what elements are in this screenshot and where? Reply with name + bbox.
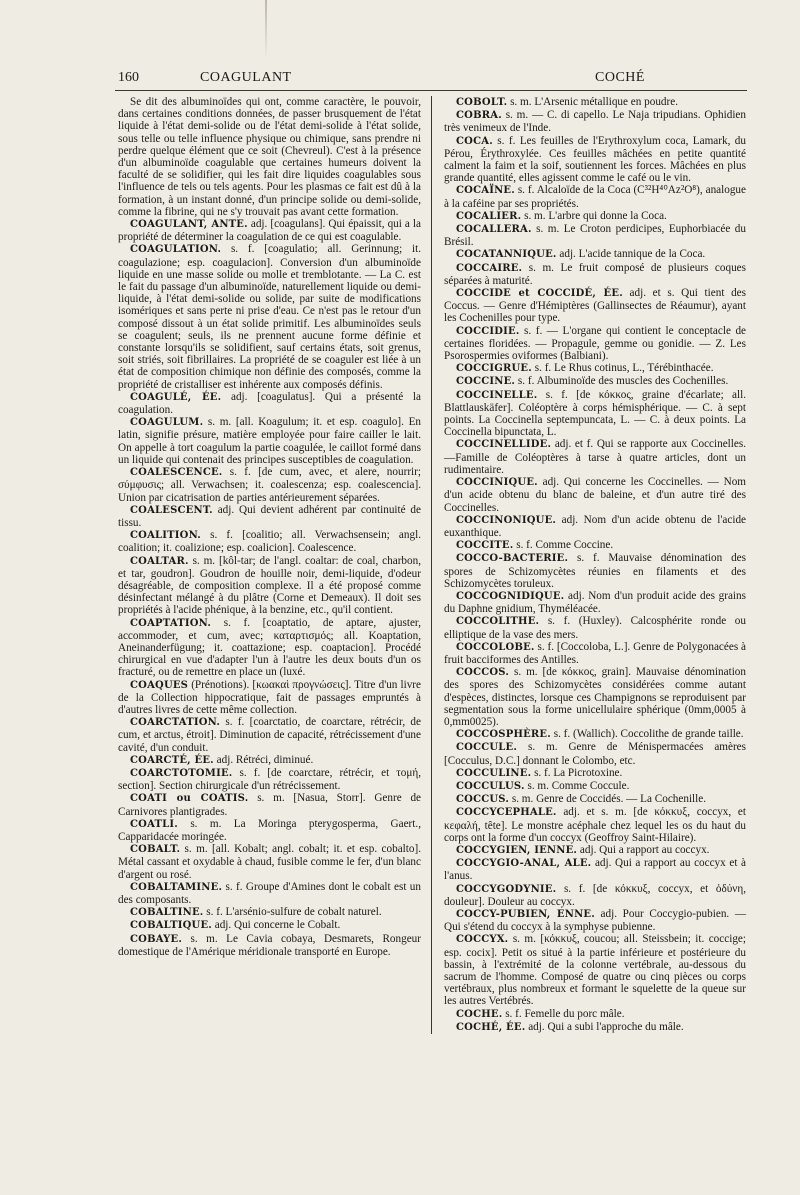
entry-headword: COCCOS.	[456, 667, 510, 679]
entry-definition: s. m. [all. Koagulum; it. et esp. coagulo]. En latin, signifie présure, matière employée pour faire cailler le lait. On appelle à tort coagulum la partie coagulée, le caillot formé dans un liquide qui contenait des principes susceptibles de coagulation.	[118, 416, 421, 466]
entry-headword: COBALTINE.	[130, 907, 204, 919]
entry-headword: COATI ou COATIS.	[130, 793, 249, 805]
dictionary-entry	[444, 806, 746, 844]
entry-definition: s. m. — C. di capello. Le Naja tripudians. Ophidien très venimeux de l'Inde.	[444, 109, 746, 135]
column-divider	[431, 96, 432, 1034]
dictionary-entry	[118, 391, 421, 416]
dictionary-entry	[444, 375, 746, 388]
entry-headword: COAQUES	[130, 679, 189, 691]
entry-headword: COAGULÉ, ÉE.	[130, 391, 222, 403]
binding-shadow	[265, 0, 267, 60]
entry-definition: s. f. [Coccoloba, L.]. Genre de Polygonacées à fruit bacciformes des Antilles.	[444, 640, 746, 666]
dictionary-entry	[444, 780, 746, 793]
dictionary-entry	[118, 218, 421, 243]
entry-headword: COBALT.	[130, 844, 181, 856]
entry-definition: adj. Qui concerne le Cobalt.	[211, 919, 341, 932]
entry-headword: COCCYGIEN, IENNE.	[456, 844, 578, 856]
entry-definition: s. m. [Nasua, Storr]. Genre de Carnivores plantigrades.	[118, 792, 422, 818]
right-column	[444, 96, 746, 1034]
dictionary-entry	[118, 906, 421, 919]
entry-headword: COBRA.	[456, 110, 502, 122]
entry-definition: adj. Nom d'un acide obtenu de l'acide euxanthique.	[444, 513, 746, 539]
dictionary-entry	[118, 792, 421, 817]
entry-definition: s. f. [coagulatio; all. Gerinnung; it. coagulazione; esp. coagulacion]. Conversion d'un albuminoïde liquide en une masse solide ou molle et tremblotante. — La C. est le fait du passage d'un albuminoïde, naturellement liquide ou demi-liquide, à l'état demi-solide ou solide, par suite de modifications isomériques et sans perte ni prise d'eau. Ce n'est pas le retour d'un composé dissout à un état solide primitif. Les albuminoïdes seuls se coagulent; seuls, ils ne prennent aucune forme définie et constante lorsqu'ils se solidifient, sauf certains états, soit grenus, soit striés, soit fibrillaires. La propriété de se coaguler est liée à un état de composition chimique non définie des composés, comme la propriété de cristalliser est inhérente aux composés définis.	[118, 243, 421, 391]
entry-definition: s. m. Genre de Ménispermacées amères [Cocculus, D.C.] donnant le Colombo, etc.	[444, 741, 746, 767]
entry-definition: s. m. Comme Coccule.	[524, 779, 630, 792]
entry-definition: s. f. Albuminoïde des muscles des Cochenilles.	[515, 375, 729, 388]
dictionary-entry	[444, 184, 746, 209]
entry-headword: COCCINE.	[456, 376, 516, 388]
dictionary-entry	[118, 466, 421, 504]
entry-definition: s. f. Groupe d'Amines dont le cobalt est un des composants.	[118, 880, 421, 906]
entry-headword: COCCYGODYNIE.	[456, 883, 557, 895]
entry-definition: s. m. Le Croton perdicipes, Euphorbiacée du Brésil.	[444, 223, 746, 249]
entry-headword: COCAÏNE.	[456, 185, 515, 197]
dictionary-entry	[118, 416, 421, 466]
entry-headword: COCHÉ, ÉE.	[456, 1021, 526, 1033]
entry-definition: adj. Pour Coccygio-pubien. — Qui s'étend du coccyx à la symphyse pubienne.	[444, 908, 747, 934]
entry-definition: adj. L'acide tannique de la Coca.	[556, 248, 706, 261]
entry-headword: COCCYX.	[456, 934, 509, 946]
entry-headword: COCCULUS.	[456, 780, 525, 792]
entry-definition: s. f. Le Rhus cotinus, L., Térébinthacée.	[531, 362, 714, 375]
entry-headword: COAGULUM.	[130, 417, 204, 429]
entry-headword: COCCUS.	[456, 794, 510, 806]
entry-headword: COCCYGIO-ANAL, ALE.	[456, 858, 592, 870]
entry-headword: COCCIDIE.	[456, 325, 520, 337]
dictionary-entry	[444, 210, 746, 223]
dictionary-entry	[444, 389, 746, 439]
entry-definition: Se dit des albuminoïdes qui ont, comme caractère, le pouvoir, dans certaines conditions données, de passer brusquement de l'état liquide à l'état demi-solide ou de l'état demi-solide à l'état solide, sous telle ou telle influence physique ou chimique, sans prendre ni perdre quelque élément que ce soit (Chevreul). C'est à la présence d'un albuminoïde coagulable que certaines humeurs doivent la faculté de se solidifier, qui les fait dire liquides coagulables sous l'influence de tels ou tels agents. Pour les plasmas ce fait est dû à la formation, à un instant donné, d'un principe solide ou demi-solide, comme la fibrine, qui ne s'y trouvait pas avant cette formation.	[118, 96, 421, 218]
entry-definition: s. f. L'arsénio-sulfure de cobalt naturel.	[203, 906, 382, 919]
dictionary-entry	[118, 555, 421, 617]
entry-headword: COARCTÉ, ÉE.	[130, 754, 214, 766]
entry-definition: adj. et s. Qui tient des Coccus. — Genre d'Hémiptères (Gallinsectes de Réaumur), ayant les Cochenilles pour type.	[444, 287, 746, 325]
entry-headword: COCCINIQUE.	[456, 477, 538, 489]
entry-definition: s. f. La Picrotoxine.	[531, 766, 623, 779]
dictionary-entry	[444, 362, 746, 375]
entry-definition: s. f. Mauvaise dénomination des spores de Schizomycètes réunies en filaments et des Schizomycètes toruleux.	[444, 552, 746, 590]
dictionary-entry	[118, 919, 421, 932]
entry-headword: COCALLERA.	[456, 224, 532, 236]
entry-headword: COCCAIRE.	[456, 262, 523, 274]
entry-definition: adj. Qui concerne les Coccinelles. — Nom d'un acide obtenu du blanc de baleine, et d'un autre tiré des Coccinelles.	[444, 476, 746, 514]
entry-headword: COCCO-BACTERIE.	[456, 553, 569, 565]
dictionary-entry	[444, 248, 746, 261]
dictionary-entry	[118, 881, 421, 906]
entry-definition: s. m. [kôl-tar; de l'angl. coaltar: de coal, charbon, et tar, goudron]. Goudron de houille noir, demi-liquide, d'odeur désagréable, de composition complexe. Il a été proposé comme désinfectant mélangé à du plâtre (Corne et Demeaux). Il doit ses propriétés à l'acide phénique, à la benzine, etc., qu'il contient.	[118, 554, 421, 617]
entry-headword: COALESCENT.	[130, 504, 213, 516]
entry-definition: s. f. — L'organe qui contient le conceptacle de certaines floridées. — Propagule, gemme ou gonidie. — Z. Les Psorospermies oviformes (Balbiani).	[444, 324, 746, 363]
entry-headword: COCCINELLIDE.	[456, 439, 552, 451]
dictionary-entry	[444, 666, 746, 728]
entry-definition: s. f. Comme Coccine.	[513, 539, 614, 552]
entry-headword: COAGULANT, ANTE.	[130, 219, 248, 231]
entry-definition: s. m. [κόκκυξ, coucou; all. Steissbein; it. coccige; esp. cocix]. Petit os situé à la partie inférieure et postérieure du bassin, à l'extrémité de la colonne vertébrale, au-dessous du sacrum de l'homme. Composé de quatre ou cinq pièces ou corps vertébraux, plus nombreux et formant le squelette de la queue sur les autres Vertébrés.	[444, 933, 746, 1008]
dictionary-entry	[444, 767, 746, 780]
entry-headword: COCCIGRUE.	[456, 363, 532, 375]
dictionary-entry	[444, 223, 746, 248]
entry-headword: COBALTIQUE.	[130, 920, 212, 932]
entry-definition: s. m. Le fruit composé de plusieurs coques séparées à maturité.	[444, 261, 746, 287]
dictionary-entry	[444, 857, 746, 882]
entry-headword: COCCOGNIDIQUE.	[456, 590, 565, 602]
entry-definition: adj. Nom d'un produit acide des grains du Daphne gnidium, Thyméléacée.	[444, 589, 746, 616]
entry-definition: adj. et s. m. [de κόκκυξ, coccyx, et κεφαλή, tête]. Le monstre acéphale chez lequel les os du haut du corps ont la forme d'un coccyx (Geoffroy Saint-Hilaire).	[444, 806, 746, 844]
entry-headword: COCCITE.	[456, 540, 514, 552]
entry-definition: s. f. [de cum, avec, et alere, nourrir; σύμφυσις; all. Verwachsen; it. coalescenza; esp. coalescencia]. Union par cicatrisation de parties antérieurement séparées.	[118, 466, 421, 504]
dictionary-entry	[118, 679, 421, 717]
dictionary-entry	[444, 514, 746, 539]
dictionary-entry	[118, 818, 421, 843]
dictionary-entry	[444, 933, 746, 1007]
dictionary-entry	[118, 843, 421, 881]
entry-definition: s. m. L'arbre qui donne la Coca.	[521, 209, 667, 222]
entry-headword: COCCY-PUBIEN, ENNE.	[456, 909, 595, 920]
entry-definition: s. f. [coalitio; all. Verwachsensein; angl. coalition; it. coalizione; esp. coalicion]. Coalescence.	[118, 529, 421, 555]
dictionary-entry	[444, 325, 746, 363]
dictionary-entry	[444, 615, 746, 640]
entry-definition: s. f. Les feuilles de l'Erythroxylum coca, Lamark, du Pérou, Érythroxylée. Ces feuilles mâchées en petite quantité calment la faim et la soif, soutiennent les forces. Mâchées en plus grande quantité, elles agissent comme le café ou le vin.	[444, 134, 746, 185]
entry-definition: s. f. (Huxley). Calcosphérite ronde ou elliptique de la vase des mers.	[444, 615, 746, 641]
entry-headword: COCCOLITHE.	[456, 616, 540, 628]
entry-headword: COARCTOTOMIE.	[130, 767, 233, 779]
entry-headword: COALITION.	[130, 530, 201, 542]
entry-definition: s. m. Le Cavia cobaya, Desmarets, Rongeur domestique de l'Amérique méridionale transporté en Europe.	[118, 932, 421, 958]
entry-definition: (Prénotions). [κωακαὶ προγνώσεις]. Titre d'un livre de la Collection hippocratique, fait de passages empruntés à d'autres livres de cette même collection.	[118, 678, 421, 716]
dictionary-entry	[444, 96, 746, 109]
entry-definition: adj. [coagulans]. Qui épaissit, qui a la propriété de déterminer la coagulation de ce qui est coagulable.	[118, 218, 421, 244]
dictionary-entry	[118, 504, 421, 529]
entry-headword: COCCOLOBE.	[456, 641, 535, 653]
entry-headword: COCA.	[456, 135, 493, 147]
entry-headword: COBOLT.	[456, 97, 508, 108]
left-column	[118, 96, 421, 958]
dictionary-entry	[444, 438, 746, 476]
entry-definition: s. m. [de κόκκος, grain]. Mauvaise dénomination des spores des Schizomycètes considérées comme autant d'espèces, distinctes, lorsque ces Champignons se reproduisent par segmentation sous la forme unicellulaire sphérique (0mm,0005 à 0,mm0025).	[444, 666, 746, 728]
entry-definition: s. m. Genre de Coccidés. — La Cochenille.	[509, 793, 707, 806]
dictionary-entry	[444, 590, 746, 615]
dictionary-entry	[118, 529, 421, 554]
entry-definition: adj. et f. Qui se rapporte aux Coccinelles. —Famille de Coléoptères à tarse à quatre articles, dont un rudimentaire.	[444, 438, 746, 476]
dictionary-entry	[444, 552, 746, 590]
entry-headword: COCHE.	[456, 1008, 503, 1020]
dictionary-entry	[118, 716, 421, 754]
dictionary-entry	[444, 539, 746, 552]
dictionary-entry	[118, 243, 421, 390]
dictionary-entry	[118, 96, 421, 218]
entry-headword: COBAYE.	[130, 933, 183, 945]
entry-headword: COAGULATION.	[130, 244, 222, 256]
entry-headword: COCCINONIQUE.	[456, 514, 557, 526]
entry-headword: COCCULE.	[456, 742, 518, 754]
entry-definition: adj. Qui devient adhérent par continuité de tissu.	[118, 503, 421, 529]
dictionary-entry	[444, 641, 746, 666]
entry-headword: COARCTATION.	[130, 717, 221, 729]
dictionary-entry	[444, 883, 746, 908]
entry-headword: COATLI.	[130, 818, 178, 830]
header-rule	[115, 90, 747, 91]
entry-definition: adj. Qui a rapport au coccyx.	[577, 843, 710, 856]
left-running-head: COAGULANT	[200, 70, 292, 85]
entry-definition: adj. Qui a subi l'approche du mâle.	[525, 1020, 684, 1033]
entry-definition: s. m. L'Arsenic métallique en poudre.	[507, 96, 678, 108]
entry-headword: COALESCENCE.	[130, 467, 223, 479]
dictionary-entry	[444, 728, 746, 741]
entry-definition: s. f. [de coarctare, rétrécir, et τομή, section]. Section chirurgicale d'un rétrécissement.	[118, 766, 421, 793]
entry-definition: adj. [coagulatus]. Qui a présenté la coagulation.	[118, 390, 421, 417]
entry-headword: COAPTATION.	[130, 617, 212, 629]
entry-definition: s. f. Alcaloïde de la Coca (C³²H⁴⁰Az²O⁸), analogue à la caféine par ses propriétés.	[444, 184, 746, 210]
dictionary-entry	[444, 741, 746, 766]
entry-headword: COCCINELLE.	[456, 389, 538, 401]
entry-definition: s. f. [de κόκκυξ, coccyx, et ὀδύνη, douleur]. Douleur au coccyx.	[444, 882, 746, 908]
dictionary-entry	[444, 287, 746, 325]
page-number: 160	[118, 70, 139, 85]
dictionary-entry	[444, 908, 746, 933]
dictionary-entry	[444, 476, 746, 514]
entry-headword: COCCULINE.	[456, 767, 532, 779]
entry-headword: COCCIDE et COCCIDÉ, ÉE.	[456, 288, 623, 300]
entry-headword: COALTAR.	[130, 555, 189, 567]
dictionary-entry	[118, 617, 421, 679]
entry-definition: adj. Qui a rapport au coccyx et à l'anus.	[444, 857, 746, 883]
entry-headword: COCATANNIQUE.	[456, 249, 557, 261]
dictionary-entry	[444, 135, 746, 185]
dictionary-entry	[444, 793, 746, 806]
dictionary-entry	[118, 933, 421, 958]
dictionary-entry	[444, 1008, 746, 1021]
entry-definition: s. f. Femelle du porc mâle.	[502, 1007, 625, 1020]
entry-definition: adj. Rétréci, diminué.	[213, 753, 314, 766]
entry-headword: COCCYCEPHALE.	[456, 807, 557, 819]
entry-definition: s. f. [coarctatio, de coarctare, rétrécir, de cum, et arctus, étroit]. Diminution de capacité, rétrécissement d'une cavité, d'un conduit.	[118, 716, 421, 754]
entry-definition: s. f. [de κόκκος, graine d'écarlate; all. Blattlauskäfer]. Coléoptère à corps hémisphérique. — C. à sept points. La Coccinella septempuncata, L. — C. à deux points. La Coccinella bipunctata, L.	[444, 388, 746, 439]
entry-definition: s. m. La Moringa pterygosperma, Gaert., Capparidacée moringée.	[118, 817, 421, 843]
dictionary-entry	[444, 109, 746, 134]
entry-definition: s. f. [coaptatio, de aptare, ajuster, accommoder, et cum, avec; καταρτισμός; all. Koaptation, Aneinanderfügung; it. coattazione; esp. coaptacion]. Procédé chirurgical en vue d'adapter l'un à l'autre les deux bouts d'un os fracturé, ou de remettre en place un (luxé.	[118, 616, 421, 679]
dictionary-entry	[444, 262, 746, 287]
right-running-head: COCHÉ	[595, 70, 645, 85]
entry-definition: s. m. [all. Kobalt; angl. cobalt; it. et esp. cobalto]. Métal cassant et oxydable à chaud, fusible comme le fer, d'un blanc d'argent ou rosé.	[118, 843, 421, 881]
entry-definition: s. f. (Wallich). Coccolithe de grande taille.	[550, 728, 744, 741]
dictionary-entry	[118, 767, 421, 792]
dictionary-entry	[444, 1021, 746, 1034]
dictionary-entry	[444, 844, 746, 857]
entry-headword: COBALTAMINE.	[130, 881, 223, 893]
dictionary-entry	[118, 754, 421, 767]
entry-headword: COCCOSPHÈRE.	[456, 729, 551, 741]
entry-headword: COCALIER.	[456, 210, 522, 222]
